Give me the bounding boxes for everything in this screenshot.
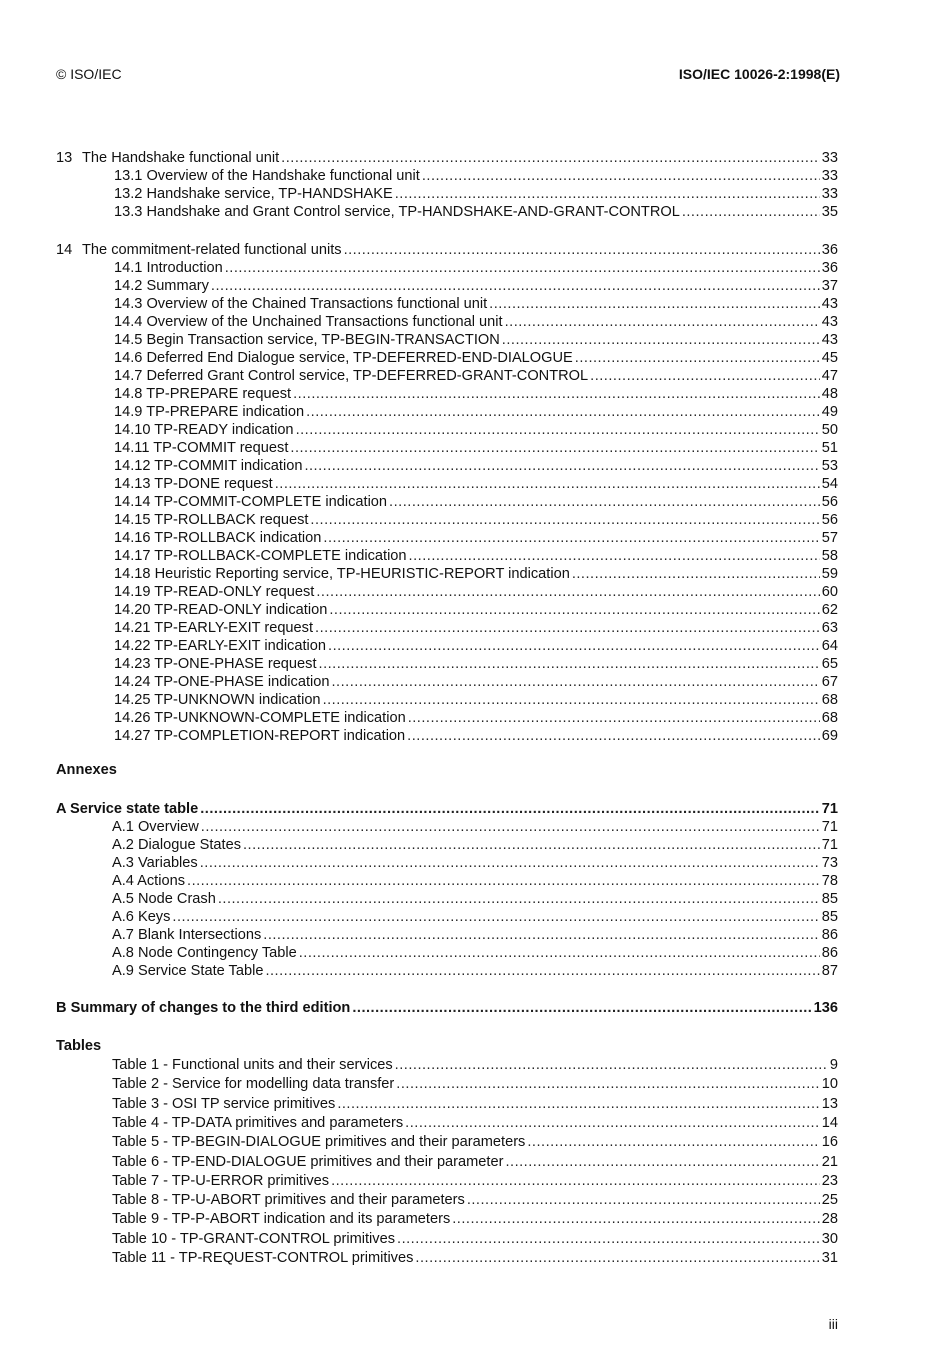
entry-page: 48 [821, 386, 838, 402]
entry-label: A.3 Variables [112, 855, 198, 871]
entry-label: 14.15 TP-ROLLBACK request [114, 512, 309, 528]
toc-entry[interactable] [56, 927, 838, 944]
toc-entry[interactable] [56, 620, 838, 637]
toc-entry[interactable] [56, 386, 838, 403]
dot-leader [316, 584, 819, 601]
toc-entry[interactable] [56, 891, 838, 908]
toc-entry[interactable] [56, 440, 838, 457]
dot-leader [467, 1192, 820, 1209]
toc-entry[interactable] [56, 837, 838, 854]
entry-label: A.8 Node Contingency Table [112, 945, 297, 961]
toc-entry[interactable] [56, 512, 838, 529]
toc-entry[interactable] [56, 963, 838, 980]
toc-entry[interactable] [56, 278, 838, 295]
entry-label: 14.26 TP-UNKNOWN-COMPLETE indication [114, 710, 406, 726]
dot-leader [299, 945, 820, 962]
dot-leader [395, 186, 820, 203]
toc-entry[interactable] [56, 873, 838, 890]
entry-page: 62 [821, 602, 838, 618]
entry-page: 43 [821, 296, 838, 312]
entry-label: 14.27 TP-COMPLETION-REPORT indication [114, 728, 406, 744]
entry-page: 43 [821, 314, 838, 330]
clause-number: 14 [56, 242, 73, 258]
entry-page: 30 [821, 1230, 838, 1247]
dot-leader [211, 278, 820, 295]
dot-leader [296, 422, 820, 439]
dot-leader [505, 1154, 819, 1171]
entry-label: 14.14 TP-COMMIT-COMPLETE indication [114, 494, 388, 510]
entry-label: 14.10 TP-READY indication [114, 422, 294, 438]
entry-page: 64 [821, 638, 838, 654]
dot-leader [331, 1173, 820, 1190]
entry-label: 14.4 Overview of the Unchained Transactions functional unit [114, 314, 503, 330]
entry-label: 14.13 TP-DONE request [114, 476, 273, 492]
entry-label: Table 7 - TP-U-ERROR primitives [112, 1172, 330, 1189]
dot-leader [572, 566, 820, 583]
entry-label: A.9 Service State Table [112, 963, 264, 979]
toc-entry-table[interactable] [56, 1173, 838, 1190]
toc-entry-table[interactable] [56, 1250, 838, 1267]
entry-label: 14.21 TP-EARLY-EXIT request [114, 620, 314, 636]
entry-label: 14.20 TP-READ-ONLY indication [114, 602, 328, 618]
toc-entry[interactable] [56, 692, 838, 709]
entry-page: 36 [821, 242, 838, 258]
entry-page: 85 [821, 909, 838, 925]
toc-entry[interactable] [56, 314, 838, 331]
entry-label: A.7 Blank Intersections [112, 927, 262, 943]
entry-label: 14.9 TP-PREPARE indication [114, 404, 305, 420]
entry-page: 54 [821, 476, 838, 492]
dot-leader [201, 819, 820, 836]
dot-leader [407, 728, 820, 745]
dot-leader [527, 1134, 819, 1151]
entry-label: B Summary of changes to the third edition [56, 1000, 351, 1016]
dot-leader [502, 332, 820, 349]
entry-label: 14.1 Introduction [114, 260, 223, 276]
entry-page: 71 [821, 819, 838, 835]
entry-page: 16 [821, 1134, 838, 1151]
header-copyright: © ISO/IEC [56, 66, 122, 82]
dot-leader [323, 530, 819, 547]
tables-heading: Tables [56, 1038, 102, 1054]
entry-page: 85 [821, 891, 838, 907]
dot-leader [405, 1115, 820, 1132]
entry-page: 86 [821, 927, 838, 943]
entry-label: 14.16 TP-ROLLBACK indication [114, 530, 322, 546]
toc-entry[interactable] [56, 350, 838, 367]
entry-page: 43 [821, 332, 838, 348]
dot-leader [329, 602, 819, 619]
entry-label: Table 3 - OSI TP service primitives [112, 1095, 336, 1112]
entry-label: 14.23 TP-ONE-PHASE request [114, 656, 317, 672]
entry-label: 14.3 Overview of the Chained Transactions functional unit [114, 296, 488, 312]
entry-page: 25 [821, 1192, 838, 1209]
entry-page: 56 [821, 494, 838, 510]
dot-leader [489, 296, 820, 313]
entry-label [56, 242, 342, 259]
entry-page: 36 [821, 260, 838, 276]
dot-leader [409, 548, 820, 565]
dot-leader [395, 1057, 828, 1074]
dot-leader [452, 1211, 820, 1228]
dot-leader [263, 927, 820, 944]
entry-page: 31 [821, 1250, 838, 1266]
dot-leader [422, 168, 820, 185]
entry-label: 14.25 TP-UNKNOWN indication [114, 692, 321, 708]
dot-leader [281, 150, 820, 167]
entry-label [56, 150, 279, 167]
entry-page: 73 [821, 855, 838, 871]
entry-page: 67 [821, 674, 838, 690]
toc-entry[interactable] [56, 855, 838, 872]
entry-page: 59 [821, 566, 838, 582]
dot-leader [337, 1096, 819, 1113]
entry-page: 33 [821, 186, 838, 202]
dot-leader [290, 440, 819, 457]
dot-leader [304, 458, 819, 475]
entry-page: 68 [821, 692, 838, 708]
entry-page: 57 [821, 530, 838, 546]
entry-page: 58 [821, 548, 838, 564]
dot-leader [275, 476, 820, 493]
toc-entry-table[interactable] [56, 1134, 838, 1151]
entry-page: 50 [821, 422, 838, 438]
entry-label: 14.24 TP-ONE-PHASE indication [114, 674, 330, 690]
entry-label: A.1 Overview [112, 819, 199, 835]
dot-leader [505, 314, 820, 331]
toc-entry-annex-a[interactable] [56, 801, 838, 818]
entry-label: 14.19 TP-READ-ONLY request [114, 584, 315, 600]
dot-leader [225, 260, 820, 277]
entry-page: 35 [821, 204, 838, 220]
toc-entry-clause-14[interactable] [56, 242, 838, 259]
entry-label: A.4 Actions [112, 873, 186, 889]
clause-title: The Handshake functional unit [82, 150, 280, 166]
toc-entry[interactable] [56, 422, 838, 439]
dot-leader [328, 638, 820, 655]
entry-label: Table 8 - TP-U-ABORT primitives and their parameters [112, 1192, 465, 1209]
entry-label: 14.11 TP-COMMIT request [114, 440, 289, 456]
toc-entry[interactable] [56, 368, 838, 385]
entry-page: 71 [821, 837, 838, 853]
toc-entry[interactable] [56, 710, 838, 727]
toc-entry-table[interactable] [56, 1115, 838, 1132]
dot-leader [332, 674, 820, 691]
toc-entry-table[interactable] [56, 1096, 838, 1113]
dot-leader [218, 891, 820, 908]
clause-number: 13 [56, 150, 73, 166]
entry-label: Table 5 - TP-BEGIN-DIALOGUE primitives and their parameters [112, 1134, 526, 1151]
toc-entry-table[interactable] [56, 1192, 838, 1209]
entry-page: 47 [821, 368, 838, 384]
entry-page: 56 [821, 512, 838, 528]
entry-page: 60 [821, 584, 838, 600]
entry-label: 14.5 Begin Transaction service, TP-BEGIN-TRANSACTION [114, 332, 500, 348]
toc-entry-table[interactable] [56, 1154, 838, 1171]
toc-entry-annex-b[interactable] [56, 1000, 838, 1017]
entry-label: A.5 Node Crash [112, 891, 216, 907]
toc-entry-table[interactable] [56, 1076, 838, 1093]
toc-entry[interactable] [56, 656, 838, 673]
entry-label: A.2 Dialogue States [112, 837, 241, 853]
toc-entry[interactable] [56, 204, 838, 221]
entry-page: 65 [821, 656, 838, 672]
entry-label: A.6 Keys [112, 909, 171, 925]
dot-leader [187, 873, 820, 890]
dot-leader [243, 837, 820, 854]
toc-entry[interactable] [56, 296, 838, 313]
toc-entry[interactable] [56, 494, 838, 511]
entry-page: 49 [821, 404, 838, 420]
entry-page: 71 [821, 801, 838, 817]
entry-label: 14.8 TP-PREPARE request [114, 386, 292, 402]
toc-entry[interactable] [56, 458, 838, 475]
dot-leader [172, 909, 819, 926]
entry-page: 86 [821, 945, 838, 961]
dot-leader [397, 1231, 820, 1248]
annexes-heading: Annexes [56, 762, 117, 778]
entry-page: 68 [821, 710, 838, 726]
dot-leader [415, 1250, 819, 1267]
entry-page: 33 [821, 150, 838, 166]
entry-page: 9 [829, 1057, 838, 1073]
entry-label: 14.2 Summary [114, 278, 209, 294]
entry-label: A Service state table [56, 801, 199, 817]
entry-label: 14.7 Deferred Grant Control service, TP-DEFERRED-GRANT-CONTROL [114, 368, 589, 384]
entry-label: 14.12 TP-COMMIT indication [114, 458, 303, 474]
dot-leader [265, 963, 819, 980]
entry-label: Table 4 - TP-DATA primitives and parameters [112, 1114, 404, 1131]
toc-entry[interactable] [56, 530, 838, 547]
dot-leader [352, 1000, 811, 1017]
dot-leader [575, 350, 820, 367]
entry-label: 13.3 Handshake and Grant Control service, TP-HANDSHAKE-AND-GRANT-CONTROL [114, 204, 680, 220]
entry-page: 78 [821, 873, 838, 889]
entry-label: 14.18 Heuristic Reporting service, TP-HEURISTIC-REPORT indication [114, 566, 570, 582]
toc-entry-table[interactable] [56, 1211, 838, 1228]
dot-leader [306, 404, 820, 421]
dot-leader [408, 710, 820, 727]
dot-leader [682, 204, 820, 221]
entry-label: 13.2 Handshake service, TP-HANDSHAKE [114, 186, 393, 202]
toc-entry[interactable] [56, 909, 838, 926]
entry-page: 45 [821, 350, 838, 366]
toc-entry[interactable] [56, 260, 838, 277]
entry-page: 51 [821, 440, 838, 456]
clause-title: The commitment-related functional units [82, 242, 342, 258]
dot-leader [590, 368, 820, 385]
toc-entry[interactable] [56, 548, 838, 565]
entry-label: Table 11 - TP-REQUEST-CONTROL primitives [112, 1250, 414, 1266]
toc-entry[interactable] [56, 602, 838, 619]
header-standard-id: ISO/IEC 10026-2:1998(E) [678, 66, 840, 82]
toc-entry[interactable] [56, 819, 838, 836]
dot-leader [293, 386, 820, 403]
toc-entry-table[interactable] [56, 1231, 838, 1248]
toc-entry[interactable] [56, 332, 838, 349]
toc-entry[interactable] [56, 584, 838, 601]
entry-page: 53 [821, 458, 838, 474]
toc-entry[interactable] [56, 638, 838, 655]
entry-page: 10 [821, 1076, 838, 1093]
entry-label: Table 1 - Functional units and their services [112, 1057, 393, 1073]
entry-label: Table 2 - Service for modelling data transfer [112, 1076, 395, 1093]
entry-label: 14.22 TP-EARLY-EXIT indication [114, 638, 327, 654]
dot-leader [344, 242, 820, 259]
toc-entry[interactable] [56, 566, 838, 583]
page-number: iii [828, 1316, 838, 1332]
toc-entry-clause-13[interactable] [56, 150, 838, 167]
toc-entry[interactable] [56, 945, 838, 962]
toc-entry[interactable] [56, 404, 838, 421]
entry-page: 21 [821, 1153, 838, 1170]
dot-leader [200, 801, 820, 818]
entry-label: Table 10 - TP-GRANT-CONTROL primitives [112, 1230, 396, 1247]
entry-page: 37 [821, 278, 838, 294]
dot-leader [310, 512, 819, 529]
entry-label: 13.1 Overview of the Handshake functional unit [114, 168, 420, 184]
dot-leader [323, 692, 820, 709]
dot-leader [389, 494, 820, 511]
entry-page: 63 [821, 620, 838, 636]
dot-leader [319, 656, 820, 673]
dot-leader [315, 620, 820, 637]
entry-label: Table 9 - TP-P-ABORT indication and its parameters [112, 1211, 451, 1228]
entry-page: 33 [821, 168, 838, 184]
dot-leader [396, 1076, 819, 1093]
toc-entry-table[interactable] [56, 1057, 838, 1074]
toc-entry[interactable] [56, 168, 838, 185]
toc-entry[interactable] [56, 728, 838, 745]
toc-entry[interactable] [56, 476, 838, 493]
dot-leader [200, 855, 820, 872]
entry-page: 136 [813, 1000, 838, 1016]
entry-label: 14.17 TP-ROLLBACK-COMPLETE indication [114, 548, 407, 564]
entry-page: 13 [821, 1095, 838, 1112]
entry-page: 87 [821, 963, 838, 979]
toc-entry[interactable] [56, 674, 838, 691]
entry-page: 23 [821, 1172, 838, 1189]
toc-entry[interactable] [56, 186, 838, 203]
entry-label: Table 6 - TP-END-DIALOGUE primitives and their parameter [112, 1153, 504, 1170]
entry-page: 69 [821, 728, 838, 744]
entry-label: 14.6 Deferred End Dialogue service, TP-DEFERRED-END-DIALOGUE [114, 350, 573, 366]
entry-page: 14 [821, 1114, 838, 1131]
entry-page: 28 [821, 1211, 838, 1228]
